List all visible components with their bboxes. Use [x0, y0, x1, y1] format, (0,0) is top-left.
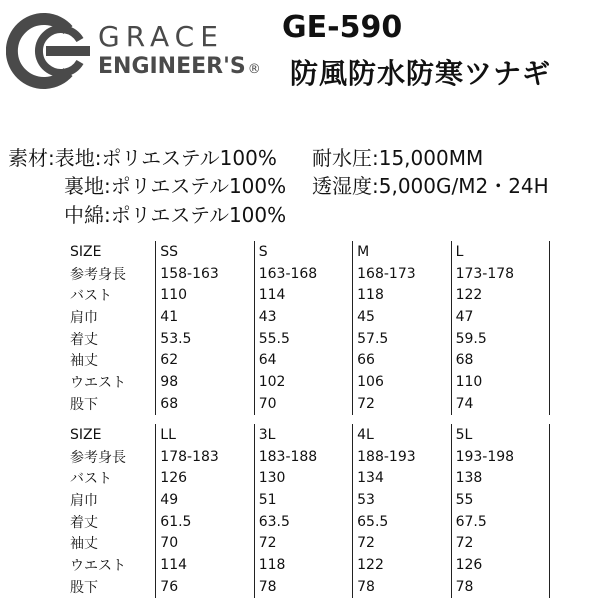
- table-row: [66, 349, 550, 371]
- table-row: [66, 446, 550, 468]
- header-cell: L: [451, 241, 549, 263]
- size-table-1: [66, 241, 550, 415]
- row-label: 肩巾: [70, 492, 98, 509]
- header-cell: S: [254, 241, 352, 263]
- water-pressure: 耐水圧:15,000MM: [312, 146, 484, 170]
- brand-name-line1: GRACE: [98, 20, 224, 53]
- table-cell: 72: [451, 532, 549, 554]
- table-cell: 66: [353, 349, 451, 371]
- row-label: 股下: [70, 579, 98, 596]
- table-row: [66, 393, 550, 415]
- table-cell: 74: [451, 393, 549, 415]
- table-cell: 114: [156, 554, 254, 576]
- row-label: 参考身長: [70, 266, 126, 283]
- table-row: [66, 263, 550, 285]
- material-outer: 素材:表地:ポリエステル100%: [8, 146, 277, 170]
- row-label: 参考身長: [70, 449, 126, 466]
- header-cell: SIZE: [70, 243, 102, 260]
- table-cell: 78: [451, 576, 549, 598]
- row-label: ウエスト: [70, 557, 126, 574]
- registered-mark: ®: [247, 62, 261, 77]
- table-cell: 61.5: [156, 511, 254, 533]
- table-row: [66, 306, 550, 328]
- table-row: [66, 328, 550, 350]
- table-cell: 126: [451, 554, 549, 576]
- row-label: 股下: [70, 396, 98, 413]
- table-row: [66, 532, 550, 554]
- row-label: バスト: [70, 288, 112, 305]
- table-cell: 72: [254, 532, 352, 554]
- table-cell: 76: [156, 576, 254, 598]
- table-cell: 110: [156, 284, 254, 306]
- table-cell: 118: [353, 284, 451, 306]
- grace-engineers-logo-icon: [6, 12, 92, 90]
- table-cell: 68: [451, 349, 549, 371]
- table-cell: 134: [353, 467, 451, 489]
- row-label: 着丈: [70, 514, 98, 531]
- table-cell: 45: [353, 306, 451, 328]
- table-cell: 65.5: [353, 511, 451, 533]
- table-cell: 62: [156, 349, 254, 371]
- table-cell: 51: [254, 489, 352, 511]
- header-cell: M: [353, 241, 451, 263]
- row-label: 袖丈: [70, 536, 98, 553]
- row-label: ウエスト: [70, 374, 126, 391]
- brand-name-line2-text: ENGINEER'S: [98, 54, 246, 79]
- breathability: 透湿度:5,000G/M2・24H: [312, 174, 549, 198]
- header-cell: 3L: [254, 424, 352, 446]
- table-cell: 53: [353, 489, 451, 511]
- table-row: [66, 511, 550, 533]
- table-row: [66, 467, 550, 489]
- table-cell: 158-163: [156, 263, 254, 285]
- table-cell: 130: [254, 467, 352, 489]
- table-cell: 193-198: [451, 446, 549, 468]
- table-header-row: [66, 241, 550, 263]
- table-cell: 78: [353, 576, 451, 598]
- table-cell: 70: [254, 393, 352, 415]
- table-cell: 188-193: [353, 446, 451, 468]
- header-cell: 5L: [451, 424, 549, 446]
- table-cell: 126: [156, 467, 254, 489]
- product-name: 防風防水防寒ツナギ: [290, 57, 552, 90]
- table-header-row: [66, 424, 550, 446]
- table-cell: 122: [451, 284, 549, 306]
- row-label: 袖丈: [70, 353, 98, 370]
- table-cell: 64: [254, 349, 352, 371]
- table-cell: 70: [156, 532, 254, 554]
- table-row: [66, 576, 550, 598]
- table-row: [66, 371, 550, 393]
- table-cell: 57.5: [353, 328, 451, 350]
- table-row: [66, 284, 550, 306]
- table-cell: 59.5: [451, 328, 549, 350]
- table-cell: 47: [451, 306, 549, 328]
- header-cell: SIZE: [70, 426, 102, 443]
- table-cell: 63.5: [254, 511, 352, 533]
- table-cell: 55.5: [254, 328, 352, 350]
- table-cell: 68: [156, 393, 254, 415]
- table-cell: 122: [353, 554, 451, 576]
- row-label: 着丈: [70, 331, 98, 348]
- table-cell: 72: [353, 532, 451, 554]
- table-row: [66, 489, 550, 511]
- table-cell: 72: [353, 393, 451, 415]
- table-cell: 43: [254, 306, 352, 328]
- table-cell: 55: [451, 489, 549, 511]
- table-cell: 78: [254, 576, 352, 598]
- table-cell: 102: [254, 371, 352, 393]
- row-label: 肩巾: [70, 309, 98, 326]
- table-cell: 163-168: [254, 263, 352, 285]
- material-lining: 裏地:ポリエステル100%: [64, 174, 287, 198]
- table-cell: 138: [451, 467, 549, 489]
- table-cell: 118: [254, 554, 352, 576]
- table-cell: 173-178: [451, 263, 549, 285]
- size-table-2: [66, 424, 550, 598]
- table-cell: 98: [156, 371, 254, 393]
- table-cell: 183-188: [254, 446, 352, 468]
- table-cell: 110: [451, 371, 549, 393]
- header-cell: LL: [156, 424, 254, 446]
- table-cell: 114: [254, 284, 352, 306]
- brand-name-line2: [98, 54, 261, 79]
- table-row: [66, 554, 550, 576]
- table-cell: 178-183: [156, 446, 254, 468]
- material-padding: 中綿:ポリエステル100%: [64, 203, 287, 227]
- table-cell: 168-173: [353, 263, 451, 285]
- header-cell: 4L: [353, 424, 451, 446]
- table-cell: 49: [156, 489, 254, 511]
- table-cell: 53.5: [156, 328, 254, 350]
- row-label: バスト: [70, 471, 112, 488]
- model-number: GE-590: [282, 10, 403, 45]
- table-cell: 106: [353, 371, 451, 393]
- table-cell: 67.5: [451, 511, 549, 533]
- header-cell: SS: [156, 241, 254, 263]
- table-cell: 41: [156, 306, 254, 328]
